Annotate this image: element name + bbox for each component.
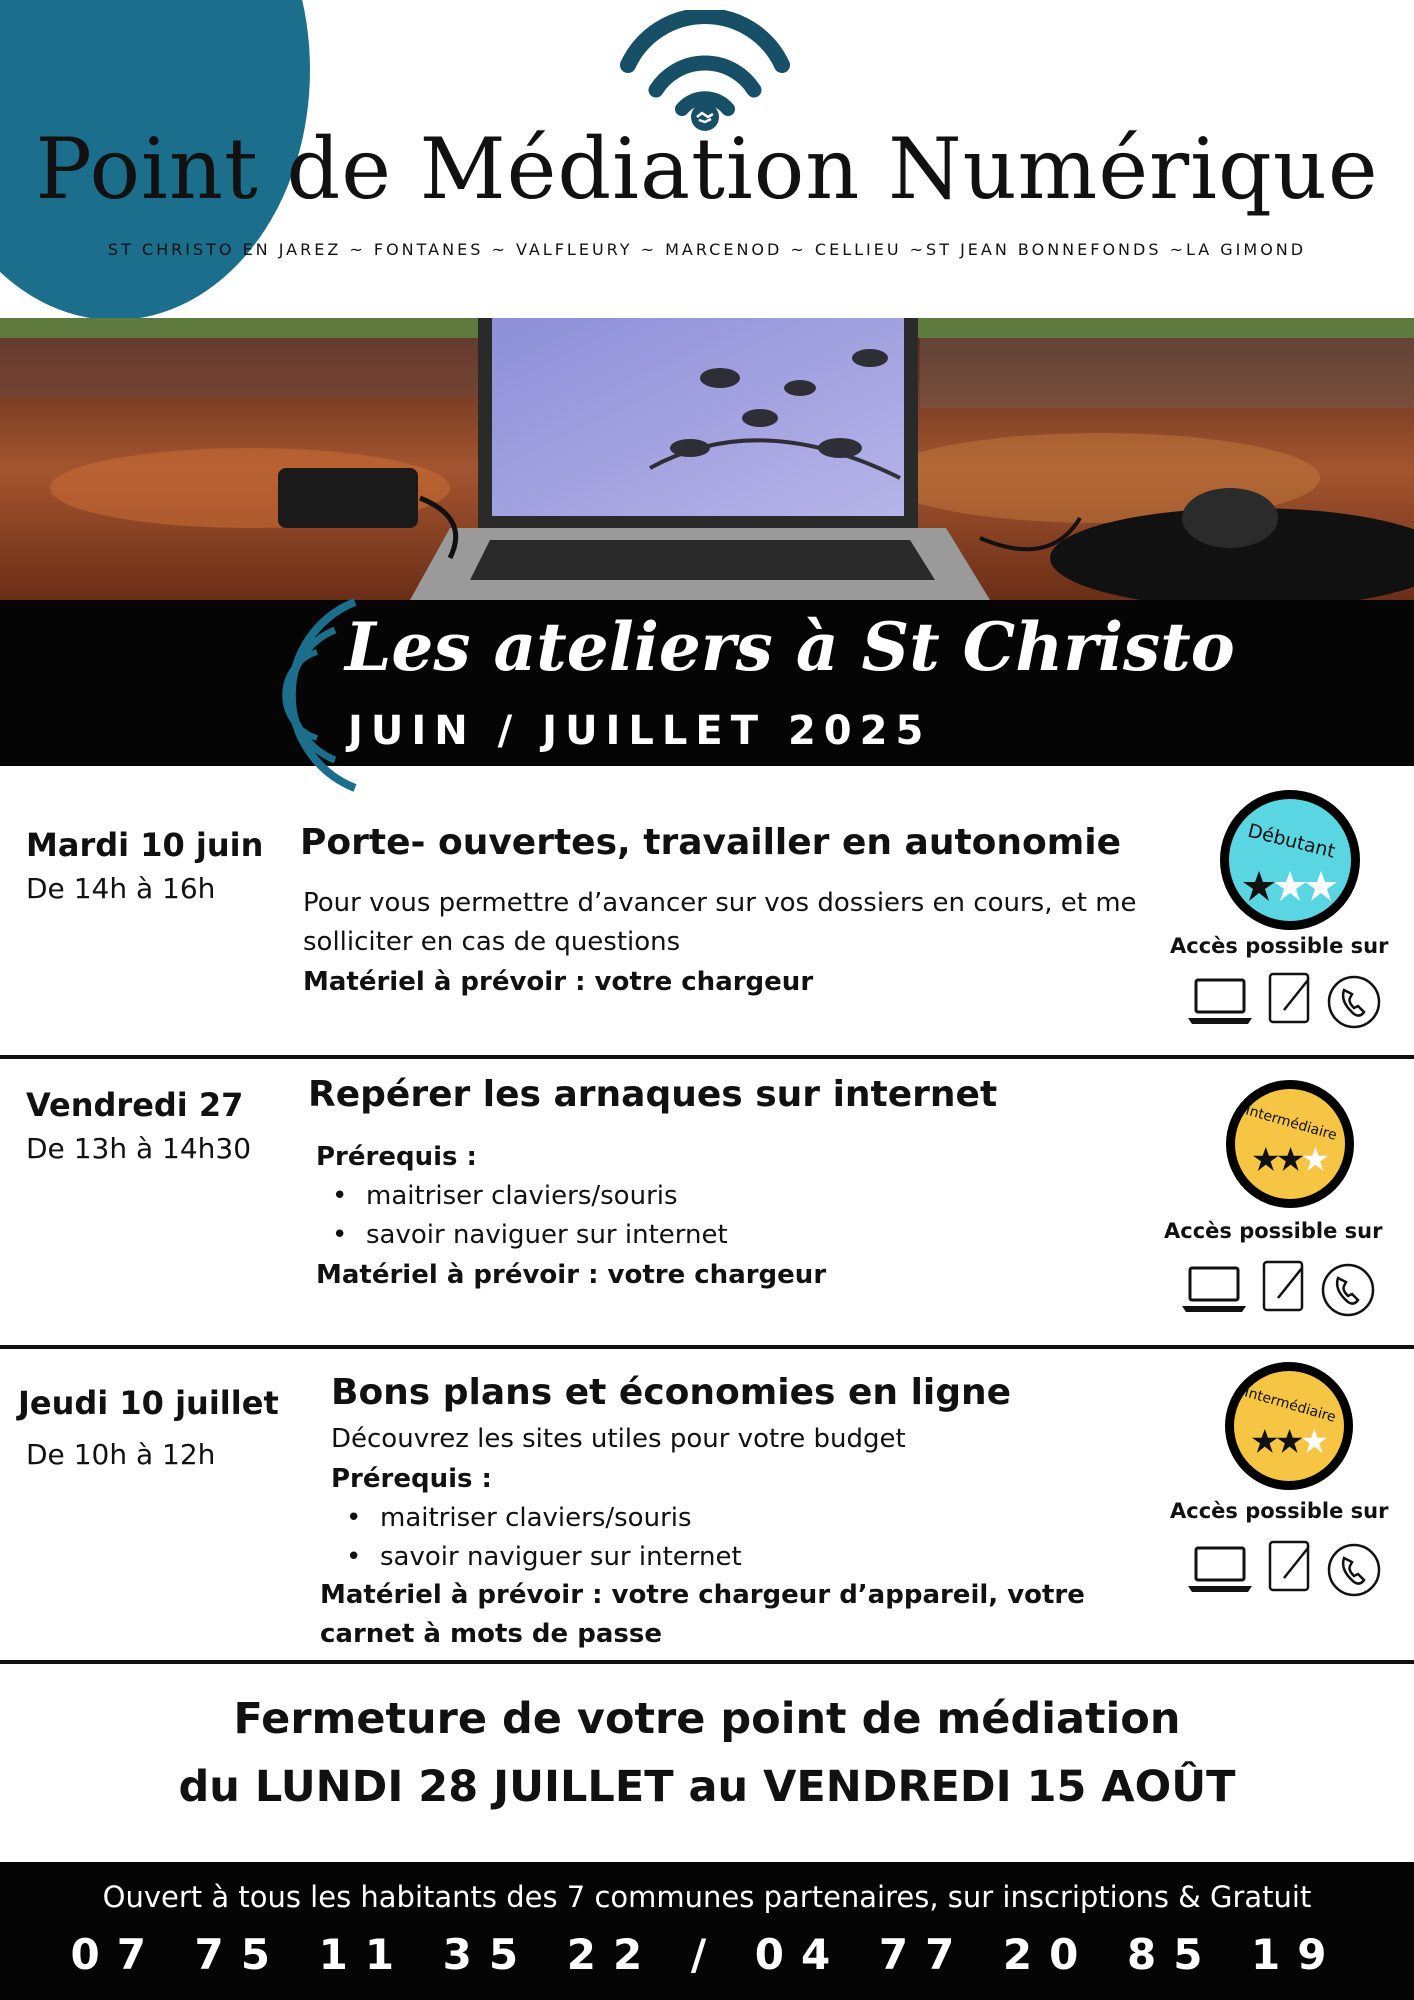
star-filled — [1277, 1429, 1303, 1453]
tablet-icon — [1270, 1542, 1308, 1590]
star-filled — [1243, 871, 1275, 901]
phone-icon — [1329, 1545, 1379, 1595]
prereq-list — [318, 1177, 728, 1255]
device-icons — [1188, 970, 1388, 1030]
list-item: • maitriser claviers/souris — [332, 1499, 742, 1538]
closing-line-2: du LUNDI 28 JUILLET au VENDREDI 15 AOÛT — [178, 1762, 1236, 1812]
communes-list: ST CHRISTO EN JAREZ ~ FONTANES ~ VALFLEURY ~ MARCENOD ~ CELLIEU ~ST JEAN BONNEFONDS ~LA GIMOND — [107, 240, 1307, 259]
badge-level-text: Débutant — [1245, 819, 1338, 863]
footer-phones: 07 75 11 35 22 / 04 77 20 85 19 — [70, 1930, 1344, 1979]
list-item: • savoir naviguer sur internet — [332, 1538, 742, 1577]
star-rating — [1252, 1429, 1327, 1453]
session-materiel-cont: carnet à mots de passe — [320, 1619, 662, 1649]
session-separator — [0, 1660, 1414, 1664]
session-hours: De 13h à 14h30 — [26, 1132, 252, 1165]
access-label: Accès possible sur — [1164, 1219, 1383, 1243]
session-title: Porte- ouvertes, travailler en autonomie — [300, 822, 1122, 863]
session-day: Jeudi 10 juillet — [18, 1384, 279, 1422]
star-rating — [1253, 1147, 1328, 1171]
list-item: • maitriser claviers/souris — [318, 1177, 728, 1216]
session-title: Repérer les arnaques sur internet — [308, 1074, 998, 1115]
laptop-icon — [1182, 1268, 1246, 1312]
laptop-icon — [1188, 980, 1252, 1024]
star-filled — [1278, 1147, 1304, 1171]
access-label: Accès possible sur — [1170, 1499, 1389, 1523]
session-separator — [0, 1345, 1414, 1349]
badge-level-text: Intermédiaire — [1243, 1102, 1339, 1144]
session-day: Mardi 10 juin — [26, 826, 264, 864]
session-materiel: Matériel à prévoir : votre chargeur — [303, 967, 814, 997]
level-badge-beginner — [1220, 790, 1360, 930]
session-hours: De 14h à 16h — [26, 872, 216, 905]
session-materiel: Matériel à prévoir : votre chargeur — [316, 1260, 827, 1290]
badge-graphic — [1235, 1089, 1345, 1199]
star-rating — [1243, 871, 1337, 901]
star-empty — [1303, 1147, 1329, 1171]
access-label: Accès possible sur — [1170, 934, 1389, 958]
prereq-list — [332, 1499, 742, 1577]
session-day: Vendredi 27 — [26, 1086, 244, 1124]
tablet-icon — [1270, 974, 1308, 1022]
phone-icon — [1329, 977, 1379, 1027]
page-title: Point de Médiation Numérique — [35, 120, 1379, 218]
session-separator — [0, 1055, 1414, 1059]
session-materiel: Matériel à prévoir : votre chargeur d’appareil, votre — [320, 1580, 1085, 1610]
decorative-arcs — [225, 590, 365, 800]
star-empty — [1274, 871, 1306, 901]
device-icons — [1188, 1538, 1388, 1598]
phone-icon — [1323, 1265, 1373, 1315]
session-description: Pour vous permettre d’avancer sur vos dossiers en cours, et me solliciter en cas de questions — [303, 888, 1137, 957]
badge-graphic — [1229, 799, 1351, 921]
laptop-icon — [1188, 1548, 1252, 1592]
footer-info: Ouvert à tous les habitants des 7 communes partenaires, sur inscriptions & Gratuit — [102, 1880, 1312, 1914]
badge-level-text: Intermédiaire — [1242, 1384, 1338, 1426]
level-badge-intermediate — [1225, 1362, 1353, 1490]
star-filled — [1252, 1429, 1278, 1453]
session-prereq-label: Prérequis : — [316, 1142, 477, 1172]
session-hours: De 10h à 12h — [26, 1438, 216, 1471]
workshops-period: JUIN / JUILLET 2025 — [348, 708, 932, 754]
session-prereq-label: Prérequis : — [331, 1464, 492, 1494]
session-description: Découvrez les sites utiles pour votre budget — [331, 1424, 906, 1454]
level-badge-intermediate — [1226, 1080, 1354, 1208]
list-item: • savoir naviguer sur internet — [318, 1216, 728, 1255]
badge-graphic — [1234, 1371, 1344, 1481]
workshops-title: Les ateliers à St Christo — [345, 608, 1235, 686]
closing-notice — [0, 1685, 1414, 1821]
laptop-photo — [0, 318, 1414, 600]
star-filled — [1253, 1147, 1279, 1171]
closing-line-1: Fermeture de votre point de médiation — [233, 1694, 1181, 1744]
star-empty — [1302, 1429, 1328, 1453]
star-empty — [1305, 871, 1337, 901]
device-icons — [1182, 1258, 1382, 1318]
wifi-handshake-icon — [620, 10, 790, 135]
tablet-icon — [1264, 1262, 1302, 1310]
session-title: Bons plans et économies en ligne — [331, 1372, 1012, 1413]
